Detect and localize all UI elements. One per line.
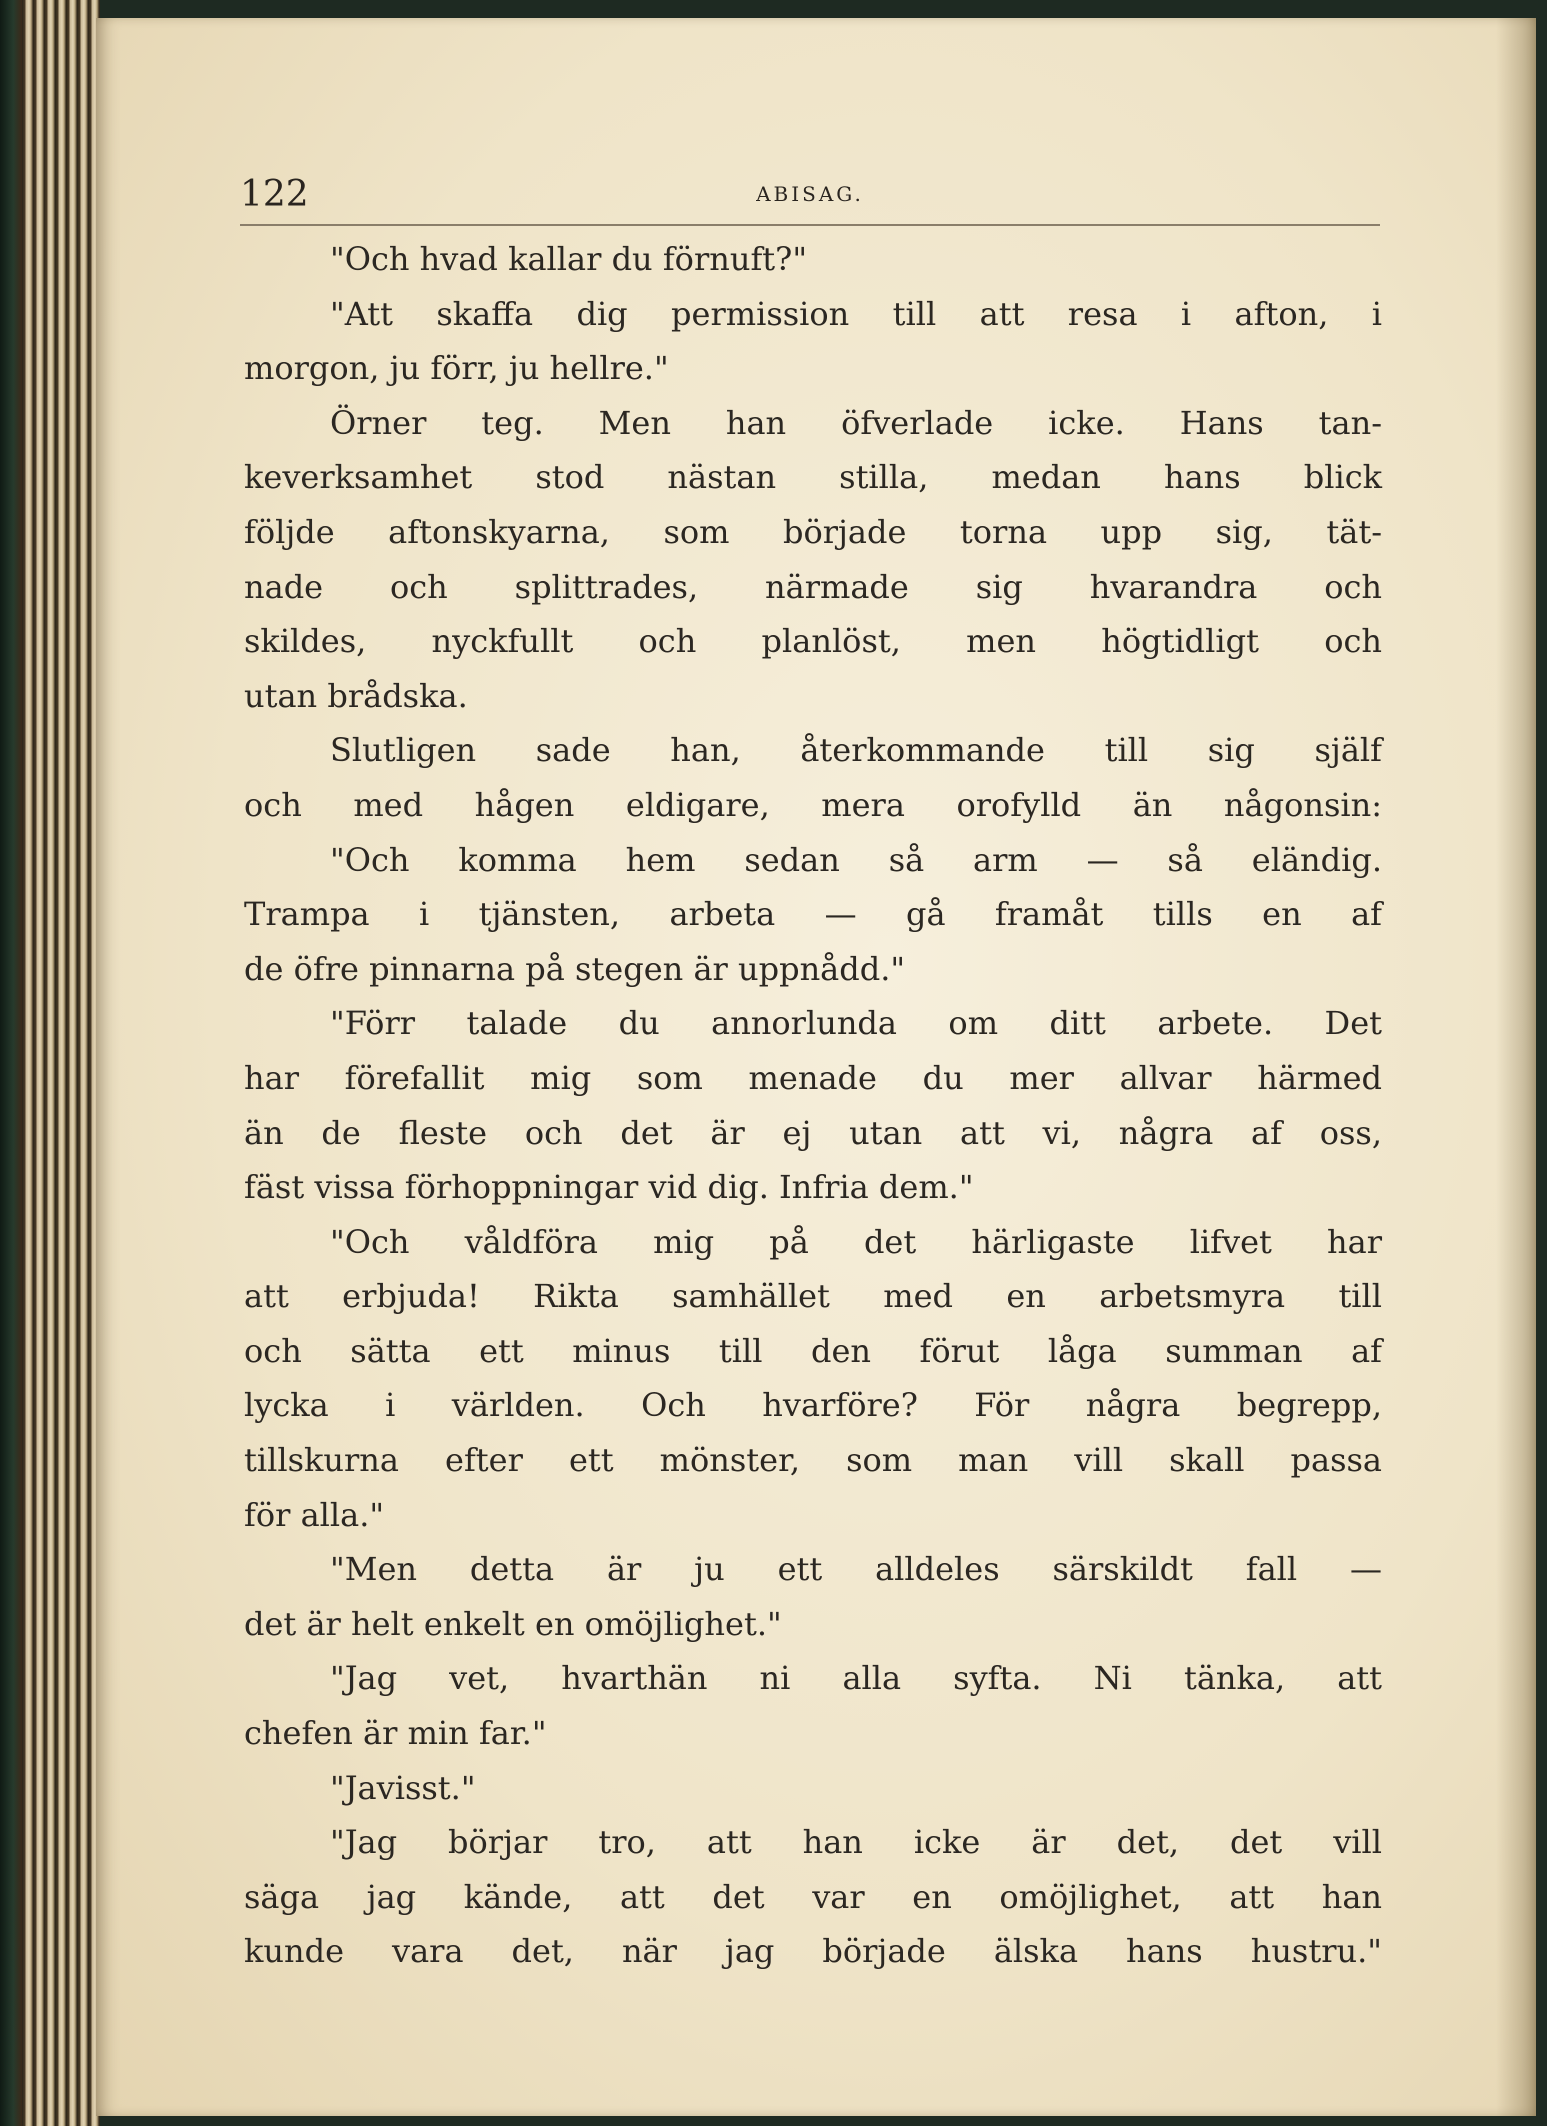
text-line: fäst vissa förhoppningar vid dig. Infria dem."	[244, 1168, 974, 1207]
text-line: säga jag kände, att det var en omöjlighet, att han	[244, 1877, 1382, 1916]
text-line: skildes, nyckfullt och planlöst, men högtidligt och	[244, 622, 1382, 661]
text-line: keverksamhet stod nästan stilla, medan hans blick	[244, 458, 1382, 497]
text-line: Trampa i tjänsten, arbeta — gå framåt tills en af	[244, 895, 1382, 934]
text-line: "Javisst."	[330, 1768, 476, 1807]
body-text	[244, 232, 1382, 1979]
text-line: tillskurna efter ett mönster, som man vill skall passa	[244, 1441, 1382, 1480]
text-line: lycka i världen. Och hvarföre? För några begrepp,	[244, 1386, 1382, 1425]
text-line: "Att skaffa dig permission till att resa i afton, i	[330, 294, 1382, 333]
text-line: utan brådska.	[244, 676, 468, 715]
text-line: Örner teg. Men han öfverlade icke. Hans tan-	[330, 403, 1382, 442]
page-number: 122	[240, 174, 309, 215]
text-line: "Jag börjar tro, att han icke är det, det vill	[330, 1823, 1382, 1862]
text-line: det är helt enkelt en omöjlighet."	[244, 1604, 782, 1643]
text-line: de öfre pinnarna på stegen är uppnådd."	[244, 949, 906, 988]
text-line: att erbjuda! Rikta samhället med en arbetsmyra till	[244, 1277, 1382, 1316]
text-line: "Och komma hem sedan så arm — så eländig.	[330, 840, 1382, 879]
text-line: än de fleste och det är ej utan att vi, några af oss,	[244, 1113, 1382, 1152]
running-head: ABISAG.	[756, 182, 864, 206]
text-line: nade och splittrades, närmade sig hvarandra och	[244, 567, 1382, 606]
text-line: "Förr talade du annorlunda om ditt arbete. Det	[330, 1004, 1382, 1043]
text-line: "Och hvad kallar du förnuft?"	[330, 240, 808, 278]
text-line: Slutligen sade han, återkommande till sig själf	[330, 731, 1382, 770]
text-line: morgon, ju förr, ju hellre."	[244, 349, 669, 388]
text-line: följde aftonskyarna, som började torna upp sig, tät-	[244, 512, 1382, 551]
text-line: har förefallit mig som menade du mer allvar härmed	[244, 1058, 1382, 1097]
text-line: chefen är min far."	[244, 1714, 547, 1753]
text-line: och med hågen eldigare, mera orofylld än någonsin:	[244, 785, 1382, 824]
text-line: "Och våldföra mig på det härligaste lifvet har	[330, 1222, 1382, 1261]
page-shadow	[1496, 18, 1536, 2116]
book-spine	[0, 0, 22, 2126]
text-line: och sätta ett minus till den förut låga summan af	[244, 1331, 1382, 1370]
text-line: "Jag vet, hvarthän ni alla syfta. Ni tänka, att	[330, 1659, 1382, 1698]
page-header	[240, 168, 1380, 226]
text-line: "Men detta är ju ett alldeles särskildt fall —	[330, 1550, 1382, 1589]
text-line: för alla."	[244, 1495, 385, 1534]
text-line: kunde vara det, när jag började älska hans hustru."	[244, 1932, 1382, 1971]
